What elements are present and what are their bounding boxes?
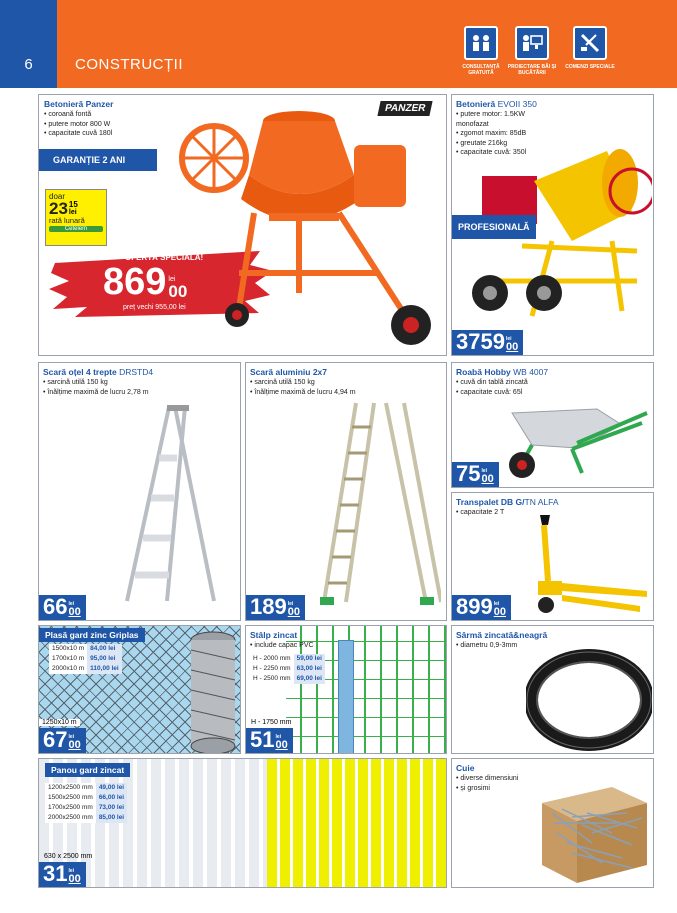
installment-prefix: doar bbox=[49, 192, 66, 201]
post-image bbox=[338, 640, 354, 754]
size-price-table bbox=[49, 644, 122, 674]
table-row: 1500x2500 mm 66,00 lei bbox=[45, 793, 127, 803]
product-title: Panou gard zincat bbox=[45, 763, 130, 777]
feature-list bbox=[44, 110, 113, 139]
product-title: Betonieră EVOII 350 bbox=[456, 99, 537, 109]
feature-item: • greutate 216kg bbox=[456, 139, 546, 149]
consulting-icon bbox=[469, 31, 493, 55]
product-title: Sârmă zincată&neagră bbox=[456, 630, 548, 640]
section-title: CONSTRUCȚII bbox=[75, 56, 183, 73]
offer-label: OFERTĂ SPECIALĂ! bbox=[125, 253, 204, 262]
price-tag bbox=[39, 595, 86, 620]
installment-int: 23 bbox=[49, 199, 68, 218]
price-integer: 899 bbox=[456, 594, 493, 619]
installment-dec: 15 bbox=[68, 200, 78, 209]
main-size-label: 630 x 2500 mm bbox=[44, 853, 93, 860]
service-label: PROIECTARE BĂI ȘI BUCĂTĂRII bbox=[507, 64, 557, 76]
service-special-order bbox=[560, 26, 620, 70]
product-title: Transpalet DB G/TN ALFA bbox=[456, 497, 559, 507]
feature-list bbox=[43, 378, 153, 397]
price-currency: lei bbox=[168, 276, 176, 283]
product-card-fence-panel bbox=[38, 758, 447, 888]
product-card-wire bbox=[451, 625, 654, 754]
main-size-label: H - 1750 mm bbox=[248, 719, 294, 726]
product-card-aluminium-ladder bbox=[245, 362, 447, 621]
product-card-mixer-evoii bbox=[451, 94, 654, 356]
price-decimals: 00 bbox=[505, 341, 519, 353]
feature-list bbox=[250, 641, 314, 651]
price-tag bbox=[246, 595, 305, 620]
price-currency: lei bbox=[275, 734, 282, 740]
yellow-panel-image bbox=[267, 759, 447, 888]
product-title: Scară aluminiu 2x7 bbox=[250, 367, 328, 377]
wheelbarrow-image bbox=[502, 393, 652, 483]
table-row: H - 2500 mm 69,00 lei bbox=[250, 674, 325, 684]
table-row: 1700x10 m 95,00 lei bbox=[49, 654, 122, 664]
price-tag bbox=[452, 595, 511, 620]
price-integer: 66 bbox=[43, 594, 68, 619]
product-title: Cuie bbox=[456, 763, 475, 773]
price-integer: 869 bbox=[103, 261, 167, 303]
product-card-steel-ladder bbox=[38, 362, 241, 621]
price-decimals: 00 bbox=[287, 606, 300, 618]
warranty-banner: GARANȚIE 2 ANI bbox=[39, 149, 157, 171]
size-price-table bbox=[250, 654, 325, 684]
feature-item: • sarcină utilă 150 kg bbox=[250, 378, 356, 388]
pallet-truck-image bbox=[522, 511, 652, 621]
mesh-roll-image bbox=[187, 630, 239, 754]
brand-logo: PANZER bbox=[377, 101, 433, 116]
table-row: 1700x2500 mm 73,00 lei bbox=[45, 803, 127, 813]
feature-list bbox=[456, 774, 518, 793]
product-card-mixer-panzer bbox=[38, 94, 447, 356]
product-title: Stâlp zincat bbox=[250, 630, 298, 640]
price-tag bbox=[39, 862, 86, 887]
price-tag bbox=[452, 330, 523, 355]
feature-item: • și grosimi bbox=[456, 784, 518, 794]
price-integer: 189 bbox=[250, 594, 287, 619]
price-tag bbox=[452, 462, 499, 487]
price-currency: lei bbox=[481, 468, 488, 474]
feature-item: • putere motor 800 W bbox=[44, 120, 113, 130]
old-price: preț vechi 955,00 lei bbox=[123, 304, 186, 311]
product-title: Plasă gard zinc Griplas bbox=[39, 628, 145, 642]
price-decimals: 00 bbox=[68, 606, 81, 618]
feature-item: • înălțime maximă de lucru 4,94 m bbox=[250, 388, 356, 398]
feature-list bbox=[250, 378, 356, 397]
product-title: Roabă Hobby WB 4007 bbox=[456, 367, 549, 377]
product-title: Scară oțel 4 trepte DRSTD4 bbox=[43, 367, 154, 377]
table-row: 2000x2500 mm 85,00 lei bbox=[45, 813, 127, 823]
price-currency: lei bbox=[493, 601, 500, 607]
feature-item: • diametru 0,9-3mm bbox=[456, 641, 547, 651]
feature-item: • diverse dimensiuni bbox=[456, 774, 518, 784]
feature-item: • capacitate cuvă: 350l bbox=[456, 148, 546, 158]
feature-item: • capacitate cuvă: 65l bbox=[456, 388, 548, 398]
price-tag bbox=[39, 728, 86, 753]
product-title: Betonieră Panzer bbox=[44, 99, 114, 109]
product-card-nails bbox=[451, 758, 654, 888]
price-decimals: 00 bbox=[275, 739, 288, 751]
price-currency: lei bbox=[287, 601, 294, 607]
price-currency: lei bbox=[68, 734, 75, 740]
price-integer: 67 bbox=[43, 727, 68, 752]
price-integer: 75 bbox=[456, 461, 481, 486]
installment-note: rată lunară bbox=[49, 216, 85, 225]
price-currency: lei bbox=[505, 336, 512, 342]
installment-unit: lei bbox=[68, 209, 77, 216]
table-row: H - 2250 mm 63,00 lei bbox=[250, 664, 325, 674]
financing-logo: Cetelem bbox=[49, 226, 103, 232]
price-currency: lei bbox=[68, 601, 75, 607]
price-main bbox=[103, 263, 187, 301]
concrete-mixer-image bbox=[179, 103, 447, 353]
product-card-mesh-fence bbox=[38, 625, 241, 754]
feature-item: • cuvă din tablă zincată bbox=[456, 378, 548, 388]
table-row: H - 2000 mm 59,00 lei bbox=[250, 654, 325, 664]
product-card-fence-post bbox=[245, 625, 447, 754]
aluminium-ladder-image bbox=[316, 397, 441, 612]
table-row: 1200x2500 mm 49,00 lei bbox=[45, 783, 127, 793]
service-label: COMENZI SPECIALE bbox=[565, 64, 615, 70]
price-integer: 3759 bbox=[456, 329, 505, 354]
feature-item: • capacitate cuvă 180l bbox=[44, 129, 113, 139]
feature-item: • înălțime maximă de lucru 2,78 m bbox=[43, 388, 153, 398]
price-tag bbox=[246, 728, 293, 753]
page-number: 6 bbox=[0, 0, 57, 88]
feature-item: • include capac PVC bbox=[250, 641, 314, 651]
price-currency: lei bbox=[68, 868, 75, 874]
feature-item: • zgomot maxim: 85dB bbox=[456, 129, 546, 139]
page-header bbox=[0, 0, 677, 88]
installment-badge bbox=[45, 189, 107, 246]
steel-ladder-image bbox=[119, 403, 229, 608]
price-integer: 51 bbox=[250, 727, 275, 752]
feature-item: • sarcină utilă 150 kg bbox=[43, 378, 153, 388]
table-row: 2000x10 m 110,00 lei bbox=[49, 664, 122, 674]
main-size-label: 1250x10 m bbox=[39, 719, 80, 726]
feature-item: • coroană fontă bbox=[44, 110, 113, 120]
special-order-icon bbox=[578, 31, 602, 55]
table-row: 1500x10 m 84,00 lei bbox=[49, 644, 122, 654]
price-decimals: 00 bbox=[168, 282, 188, 301]
price-decimals: 00 bbox=[68, 739, 81, 751]
design-icon bbox=[520, 31, 544, 55]
price-decimals: 00 bbox=[68, 873, 81, 885]
professional-badge: PROFESIONALĂ bbox=[452, 215, 536, 239]
service-label: CONSULTANȚĂ GRATUITĂ bbox=[462, 64, 500, 76]
wire-coil-image bbox=[526, 648, 652, 752]
feature-item: • capacitate 2 T bbox=[456, 508, 559, 518]
size-price-table bbox=[45, 783, 127, 823]
product-card-pallet-truck bbox=[451, 492, 654, 621]
nails-box-image bbox=[532, 773, 652, 887]
price-decimals: 00 bbox=[493, 606, 506, 618]
feature-item: • putere motor: 1.5KW monofazat bbox=[456, 110, 546, 129]
price-decimals: 00 bbox=[481, 473, 494, 485]
service-design bbox=[502, 26, 562, 76]
product-card-wheelbarrow bbox=[451, 362, 654, 488]
price-integer: 31 bbox=[43, 861, 68, 886]
